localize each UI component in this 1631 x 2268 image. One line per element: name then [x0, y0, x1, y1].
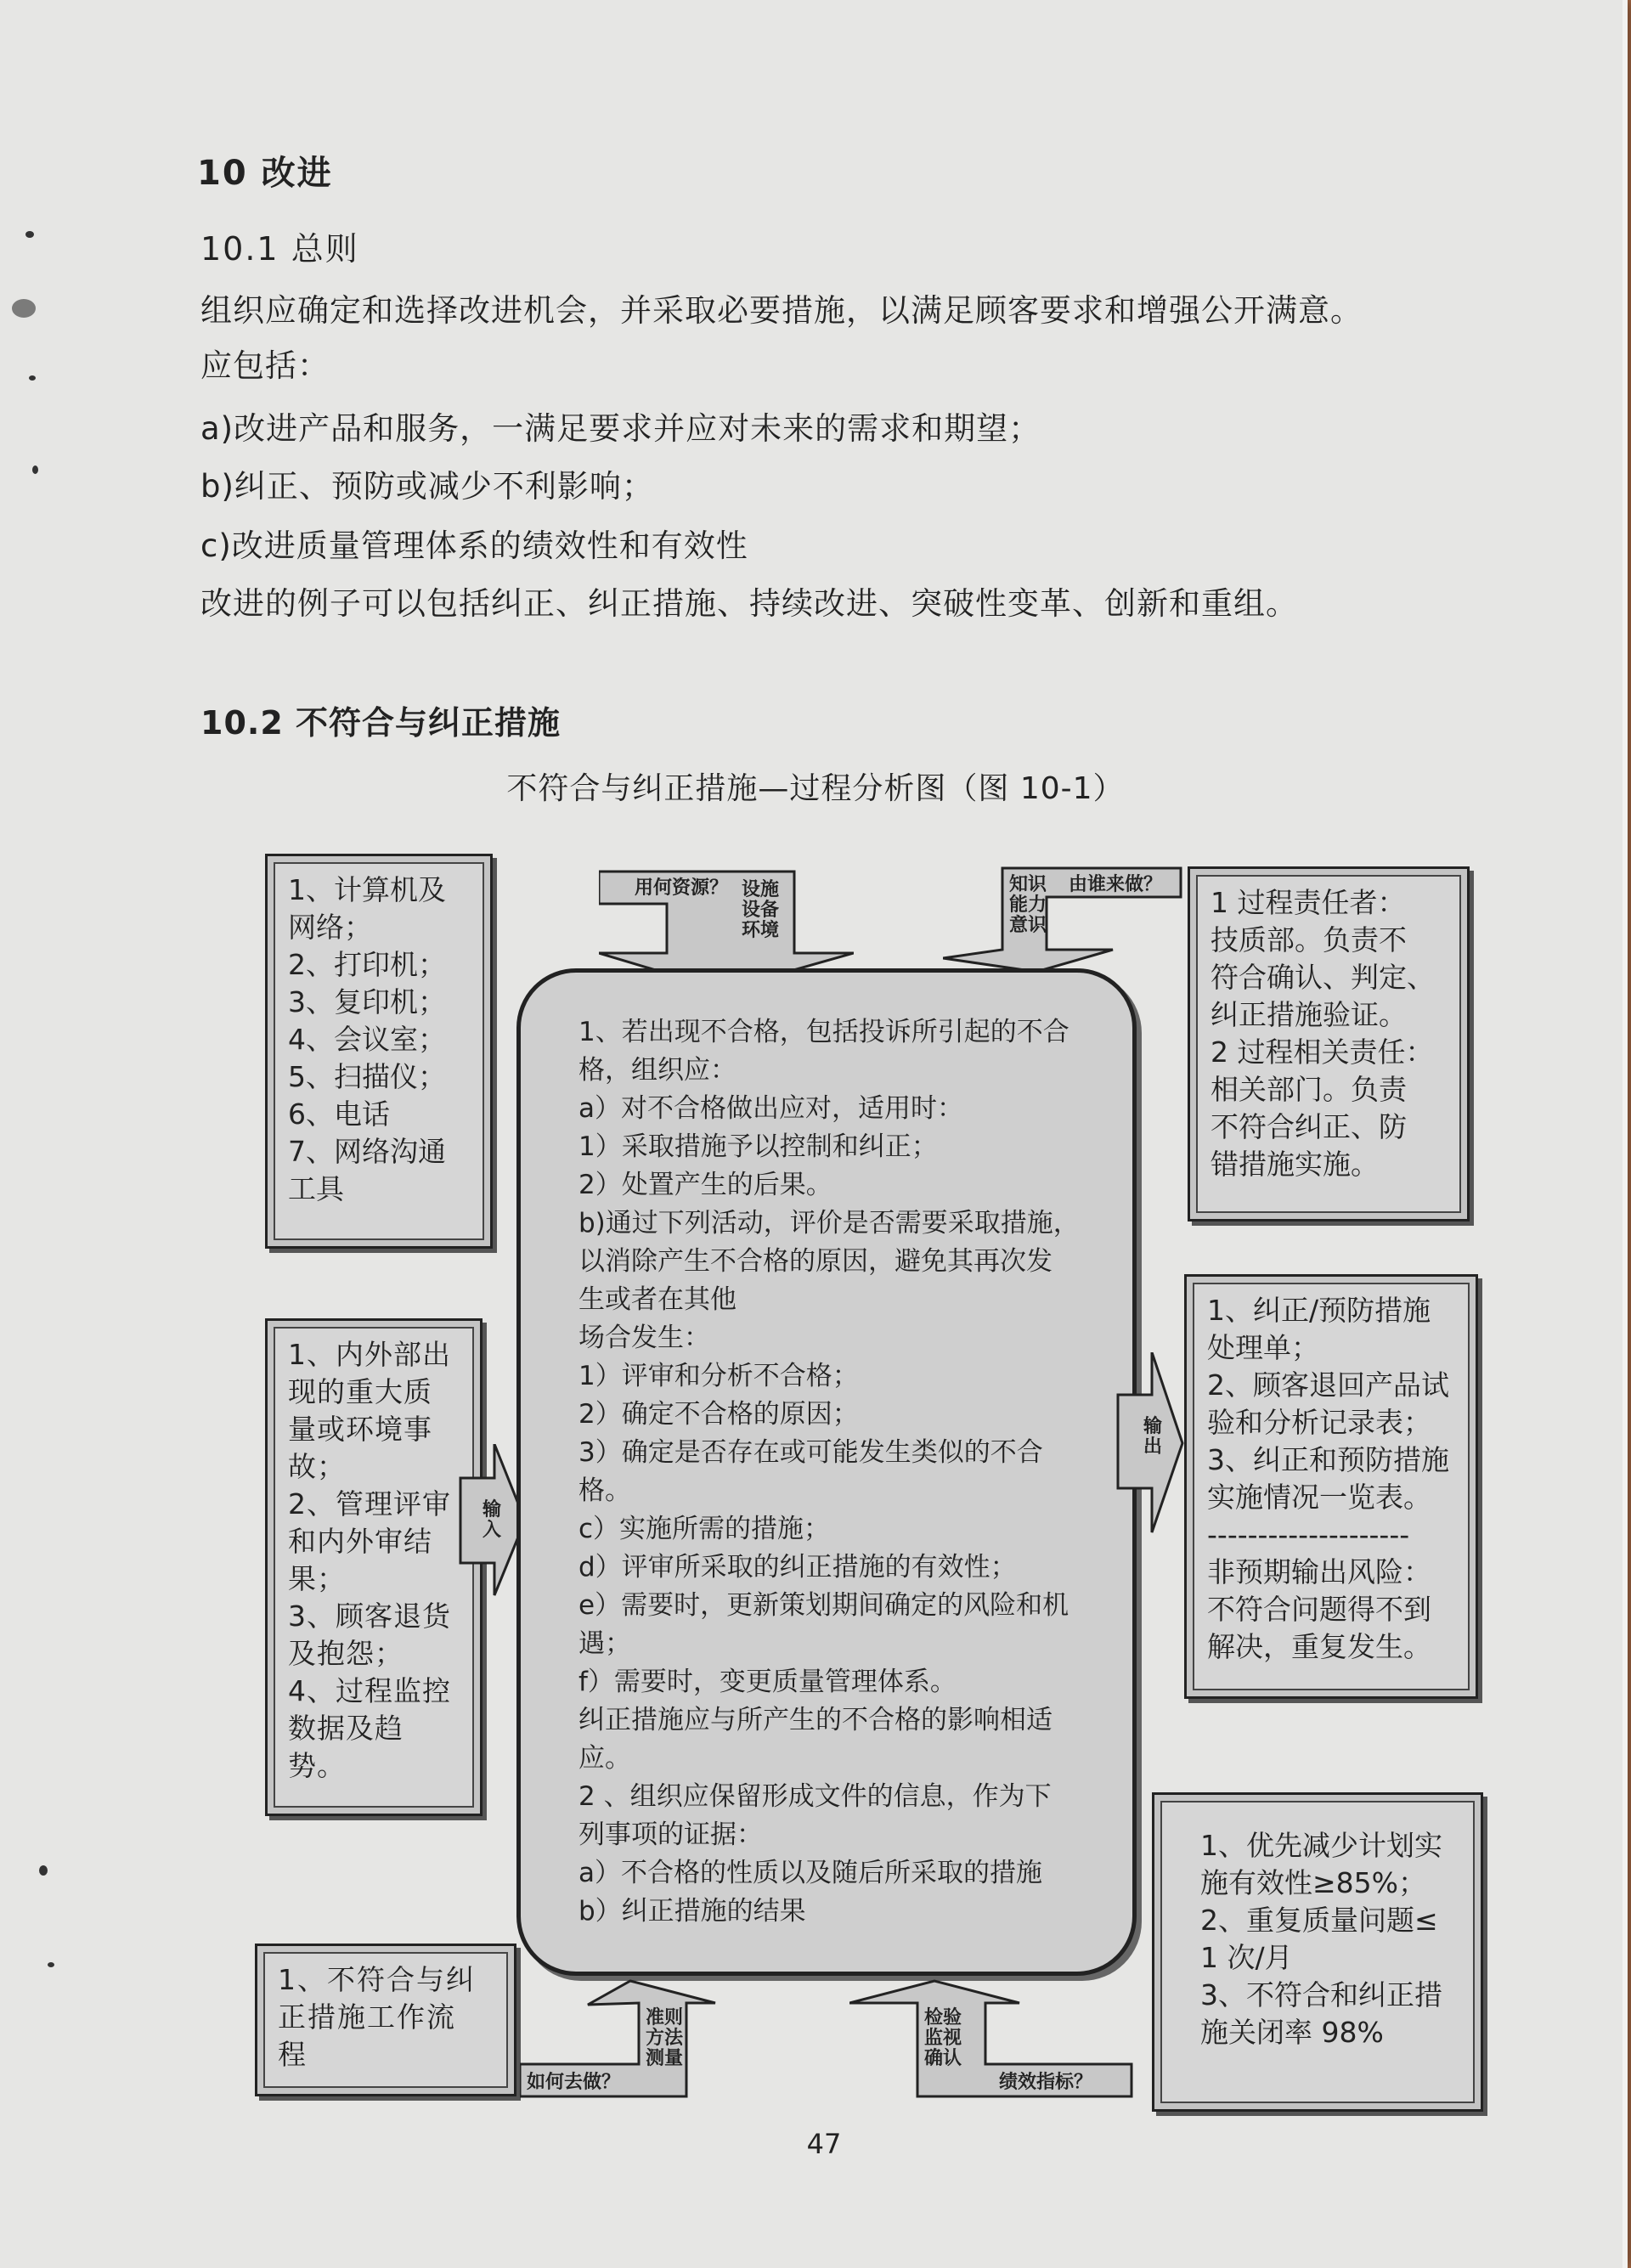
diagram-title: 不符合与纠正措施—过程分析图（图 10-1） — [506, 771, 1125, 806]
how-arrow — [520, 1979, 732, 2100]
indicators-box-text: 1、优先减少计划实 施有效性≥85%； 2、重复质量问题≤ 1 次/月 3、不符合和纠正措 施关闭率 98% — [1200, 1829, 1442, 2049]
section-heading-10-2: 10.2 不符合与纠正措施 — [200, 704, 561, 742]
section-heading-10-1: 10.1 总则 — [200, 230, 359, 268]
resources-arrow — [599, 868, 854, 974]
method-box-text: 1、不符合与纠 正措施工作流 程 — [278, 1963, 476, 2071]
resources-items: 设施 设备 环境 — [742, 879, 780, 941]
paragraph-line: 组织应确定和选择改进机会，并采取必要措施，以满足顾客要求和增强公开满意。 — [200, 292, 1363, 329]
up-arrow-icon — [849, 1979, 1137, 2100]
input-label: 输 入 — [483, 1499, 502, 1541]
responsible-box — [1188, 866, 1470, 1221]
paragraph-line: 改进的例子可以包括纠正、纠正措施、持续改进、突破性变革、创新和重组。 — [200, 585, 1298, 622]
who-arrow — [943, 865, 1189, 973]
who-items: 知识 能力 意识 — [1009, 874, 1047, 936]
resources-box — [265, 854, 493, 1249]
how-question: 如何去做？ — [527, 2072, 621, 2093]
outputs-box-text: 1、纠正/预防措施 处理单； 2、顾客退回产品试 验和分析记录表； 3、纠正和预防措施 实施情况一览表。 -------------------- 非预期输出风险： 不符合问题得不到 解决，重复发生。 — [1207, 1294, 1449, 1663]
paragraph-line: 应包括： — [200, 347, 330, 384]
scan-speck — [25, 231, 34, 238]
indicators-box — [1152, 1792, 1483, 2112]
scan-speck — [39, 1865, 48, 1876]
outputs-box — [1184, 1274, 1478, 1699]
inputs-box-text: 1、内外部出 现的重大质 量或环境事 故； 2、管理评审 和内外审结 果； 3、顾客退货 及抱怨； 4、过程监控 数据及趋 势。 — [288, 1338, 451, 1782]
method-box — [255, 1944, 516, 2096]
kpi-items: 检验 监视 确认 — [924, 2007, 962, 2069]
scan-speck — [32, 465, 38, 474]
kpi-question: 绩效指标？ — [999, 2072, 1093, 2093]
kpi-arrow — [849, 1979, 1137, 2100]
how-items: 准则 方法 测量 — [646, 2007, 684, 2069]
scan-speck — [48, 1962, 54, 1967]
process-center-text: 1、若出现不合格，包括投诉所引起的不合 格，组织应： a）对不合格做出应对，适用时： 1）采取措施予以控制和纠正； 2）处置产生的后果。 b)通过下列活动，评价是否需要采取措施， 以消除产生不合格的原因，避免其再次发 生或者在其他 场合发生： 1）评审和分析不合格； 2）确定不合格的原因； 3）确定是否存在或可能发生类似的不合 格。 c）实施所需的措施； d）评审所采取的纠正措施的有效性； e）需要时，更新策划期间确定的风险和机 遇； f）需要时，变更质量管理体系。 纠正措施应与所产生的不合格的影响相适 应。 2 、组织应保留形成文件的信息，作为下 列事项的证据： a）不合格的性质以及随后所采取的措施 b）纠正措施的结果 — [578, 1017, 1080, 1927]
scan-speck — [29, 375, 36, 381]
resources-box-text: 1、计算机及 网络； 2、打印机； 3、复印机； 4、会议室； 5、扫描仪； 6、电话 7、网络沟通 工具 — [288, 873, 446, 1205]
page-number: 47 — [806, 2128, 842, 2160]
scan-speck — [12, 299, 36, 318]
resources-question: 用何资源？ — [635, 877, 729, 899]
output-arrow — [1115, 1352, 1184, 1535]
who-question: 由谁来做？ — [1069, 874, 1163, 895]
output-label: 输 出 — [1143, 1416, 1163, 1458]
section-heading-10: 10 改进 — [197, 154, 333, 193]
paragraph-line: a)改进产品和服务，一满足要求并应对未来的需求和期望； — [200, 410, 1041, 447]
paragraph-line: c)改进质量管理体系的绩效性和有效性 — [200, 528, 748, 564]
inputs-box — [265, 1318, 483, 1816]
responsible-box-text: 1 过程责任者： 技质部。负责不 符合确认、判定、 纠正措施验证。 2 过程相关责任： 相关部门。负责 不符合纠正、防 错措施实施。 — [1211, 886, 1435, 1181]
process-center-box — [516, 968, 1137, 1976]
paragraph-line: b)纠正、预防或减少不利影响； — [200, 468, 654, 505]
